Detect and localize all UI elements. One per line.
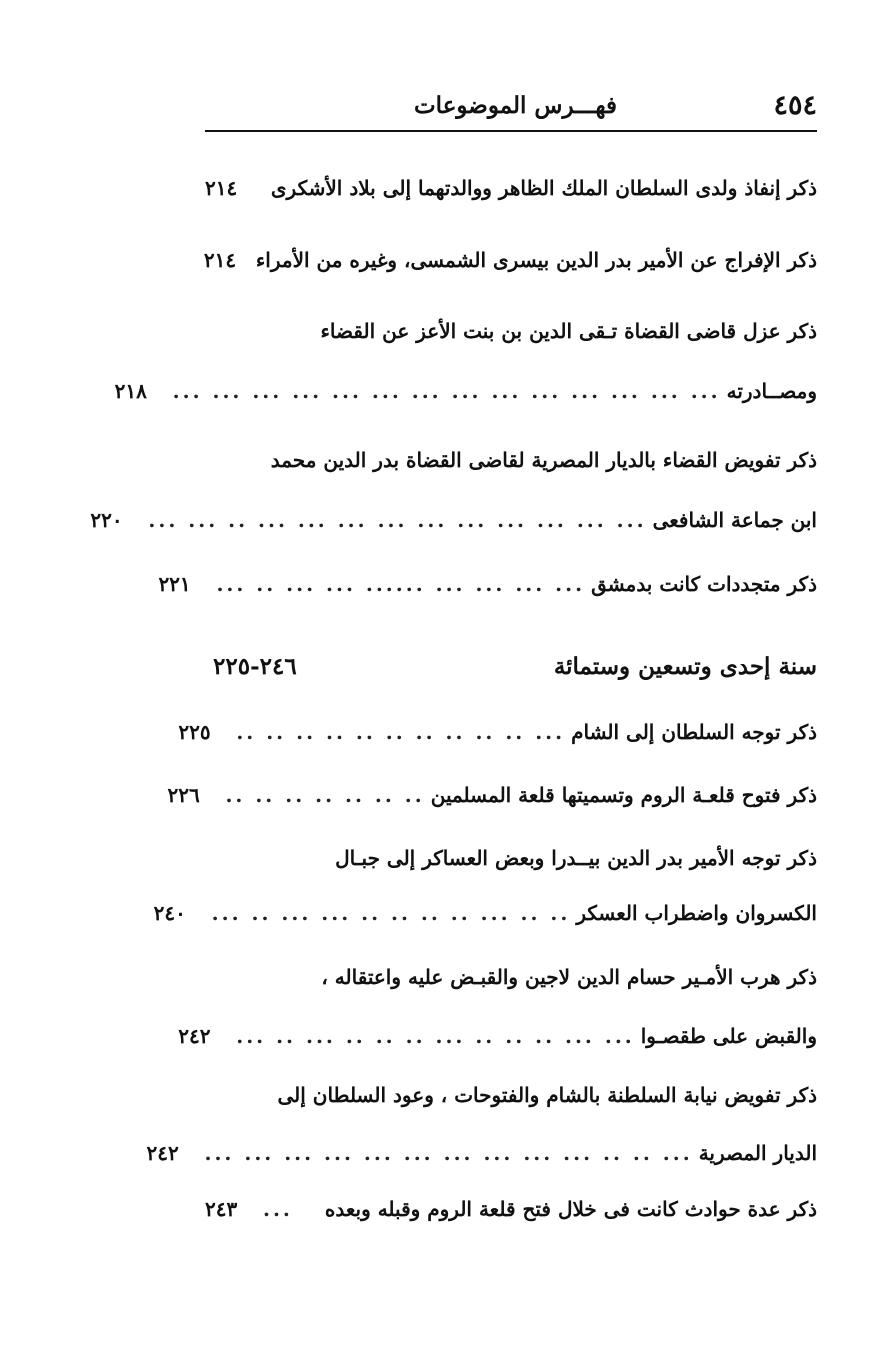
page-header xyxy=(205,86,817,132)
entry-page: ٢٤٢ xyxy=(146,1141,179,1165)
entry-page: ٢٢٦ xyxy=(167,783,200,807)
toc-entry xyxy=(167,775,817,815)
toc-entry xyxy=(205,440,817,480)
entry-page: ٢٢١ xyxy=(158,572,191,596)
toc-entry-continuation xyxy=(153,893,817,933)
toc-entry-continuation xyxy=(146,1133,817,1173)
entry-text: ذكر عدة حوادث كانت فى خلال فتح قلعة الروم وقبله وبعده xyxy=(324,1197,817,1221)
leader-dots: .. .. ... .. .. .. .. ... ... .. ... xyxy=(211,901,571,925)
toc-entry xyxy=(205,168,817,208)
toc-entry xyxy=(178,712,817,752)
entry-page: ٢٢٠ xyxy=(90,508,123,532)
page-number: ٤٥٤ xyxy=(773,90,817,121)
entry-text: ذكر عزل قاضى القضاة تـقى الدين بن بنت الأعز عن القضاء xyxy=(320,319,817,343)
entry-text: الكسروان واضطراب العسكر xyxy=(576,901,817,925)
toc-entry xyxy=(205,240,817,280)
entry-text: ذكر إنفاذ ولدى السلطان الملك الظاهر ووالدتهما إلى بلاد الأشكرى xyxy=(270,176,817,200)
header-rule xyxy=(205,130,817,132)
toc-entry xyxy=(158,564,817,604)
toc-entry xyxy=(205,1075,817,1115)
leader-dots: ... .. .. .. .. .. .. .. .. .. .. xyxy=(236,720,566,744)
entry-text: ذكر متجددات كانت بدمشق xyxy=(591,572,817,596)
leader-dots: ... xyxy=(263,1197,293,1221)
entry-page: ٢٤٣ xyxy=(205,1197,238,1221)
entry-text: الديار المصرية xyxy=(698,1141,817,1165)
toc-entry-continuation xyxy=(90,500,817,540)
entry-text: ذكر الإفراج عن الأمير بدر الدين بيسرى الشمسى، وغيره من الأمراء xyxy=(255,248,817,272)
toc-entry xyxy=(205,838,817,878)
entry-page: ٢١٤ xyxy=(205,176,238,200)
toc-entry xyxy=(205,957,817,997)
leader-dots: ... ... .. .. .. ... .. .. .. ... .. ... xyxy=(236,1024,635,1048)
entry-page: ٢٢٥ xyxy=(178,720,211,744)
leader-dots: ... ... ... ... ... ... ... ... ... ... .. ... ... xyxy=(148,508,647,532)
section-heading xyxy=(205,644,817,688)
toc-entry xyxy=(205,311,817,351)
leader-dots: ... ... ... ... ... ... ... ... ... ... ... ... ... ... xyxy=(172,379,721,403)
running-title: فهـــرس الموضوعات xyxy=(414,92,617,119)
entry-page: ٢٤٠ xyxy=(153,901,186,925)
entry-page: ٢٤٢ xyxy=(178,1024,211,1048)
entry-text: ذكر تفويض نيابة السلطنة بالشام والفتوحات ، وعود السلطان إلى xyxy=(277,1083,817,1107)
leader-dots: ... .. .. ... ... ... ... ... ... ... ... ... ... xyxy=(204,1141,693,1165)
toc-entry xyxy=(205,1189,817,1229)
entry-page: ٢١٤ xyxy=(203,248,237,272)
section-title: سنة إحدى وتسعين وستمائة xyxy=(553,652,817,680)
entry-text: ذكر فتوح قلعـة الروم وتسميتها قلعة المسلمين xyxy=(430,783,817,807)
entry-text: والقبض على طقصـوا xyxy=(640,1024,817,1048)
entry-page: ٢١٨ xyxy=(114,379,147,403)
entry-text: ذكر هرب الأمـير حسام الدين لاجين والقبـض عليه واعتقاله ، xyxy=(321,965,817,989)
leader-dots: .. .. .. .. .. .. .. xyxy=(225,783,425,807)
entry-text: ذكر توجه الأمير بدر الدين بيــدرا وبعض العساكر إلى جبـال xyxy=(335,846,817,870)
toc-entry-continuation xyxy=(178,1016,817,1056)
entry-text: ومصــادرته xyxy=(726,379,817,403)
section-page-range: ٢٤٦-٢٢٥ xyxy=(213,652,297,680)
entry-text: ذكر تفويض القضاء بالديار المصرية لقاضى القضاة بدر الدين محمد xyxy=(270,448,817,472)
toc-entry-continuation xyxy=(114,371,817,411)
entry-text: ذكر توجه السلطان إلى الشام xyxy=(571,720,817,744)
entry-text: ابن جماعة الشافعى xyxy=(652,508,817,532)
leader-dots: ... ... ... ... ...... ... ... .. ... xyxy=(216,572,586,596)
